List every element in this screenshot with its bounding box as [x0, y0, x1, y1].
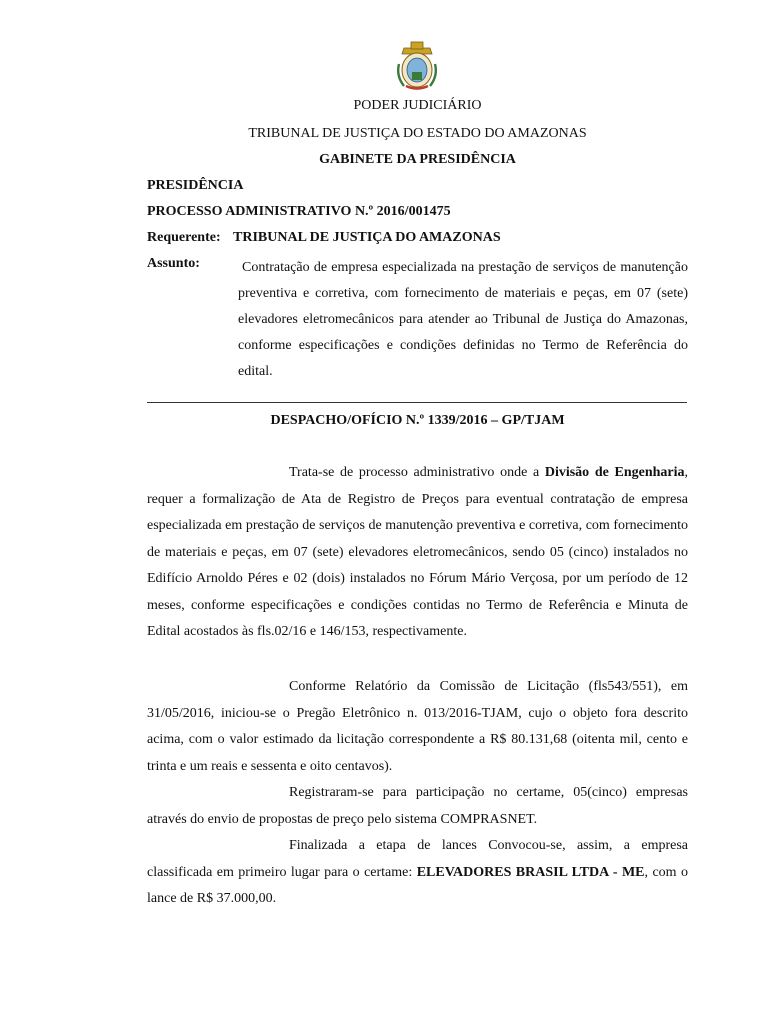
- processo-number: PROCESSO ADMINISTRATIVO N.º 2016/001475: [147, 204, 451, 219]
- divider: [147, 402, 687, 403]
- paragraph-1-bold: Divisão de Engenharia: [544, 465, 685, 480]
- requerente-label: Requerente:: [147, 230, 221, 245]
- header-tribunal: TRIBUNAL DE JUSTIÇA DO ESTADO DO AMAZONAS: [248, 126, 587, 141]
- presidencia-label: PRESIDÊNCIA: [147, 178, 244, 193]
- paragraph-4-post: , com o lance de R$ 37.000,00.: [147, 864, 689, 906]
- paragraph-4-pre: Finalizada a etapa de lances Convocou-se, assim, a empresa classificada em primeiro lugar para o certame:: [147, 838, 688, 880]
- header-gabinete: GABINETE DA PRESIDÊNCIA: [319, 152, 516, 167]
- paragraph-3: Registraram-se para participação no certame, 05(cinco) empresas através do envio de propostas de preço pelo sistema COMPRASNET.: [147, 785, 688, 827]
- paragraph-1-pre: Trata-se de processo administrativo onde a: [289, 465, 545, 480]
- assunto-value: Contratação de empresa especializada na prestação de serviços de manutenção preventiva e corretiva, com fornecimento de materiais e peças, em 07 (sete) elevadores eletromecânicos para atender ao Tribunal de Justiça do Amazonas, conforme especificações e condições definidas no Termo de Referência do edital.: [238, 260, 688, 379]
- requerente-value: TRIBUNAL DE JUSTIÇA DO AMAZONAS: [233, 230, 501, 245]
- header-poder-judiciario: PODER JUDICIÁRIO: [353, 98, 482, 113]
- paragraph-1-post: , requer a formalização de Ata de Registro de Preços para eventual contratação de empresa especializada em prestação de serviços de manutenção preventiva e corretiva, com fornecimento de materiais e peças, em 07 (sete) elevadores eletromecânicos, sendo 05 (cinco) instalados no Edifício Arnoldo Péres e 02 (dois) instalados no Fórum Mário Verçosa, por um período de 12 meses, conforme especificações e condições contidas no Termo de Referência e Minuta de Edital acostados às fls.02/16 e 146/153, respectivamente.: [147, 465, 688, 639]
- paragraph-1: [147, 460, 688, 646]
- despacho-title: DESPACHO/OFÍCIO N.º 1339/2016 – GP/TJAM: [270, 413, 565, 428]
- paragraph-4: [147, 833, 688, 913]
- assunto-label: Assunto:: [147, 256, 200, 271]
- paragraph-2: Conforme Relatório da Comissão de Licitação (fls543/551), em 31/05/2016, iniciou-se o Pregão Eletrônico n. 013/2016-TJAM, cujo o objeto fora descrito acima, com o valor estimado da licitação correspondente a R$ 80.131,68 (oitenta mil, cento e trinta e um reais e sessenta e oito centavos).: [147, 679, 688, 774]
- court-coat-of-arms-icon: [394, 36, 440, 92]
- paragraph-4-bold: ELEVADORES BRASIL LTDA - ME: [416, 864, 645, 880]
